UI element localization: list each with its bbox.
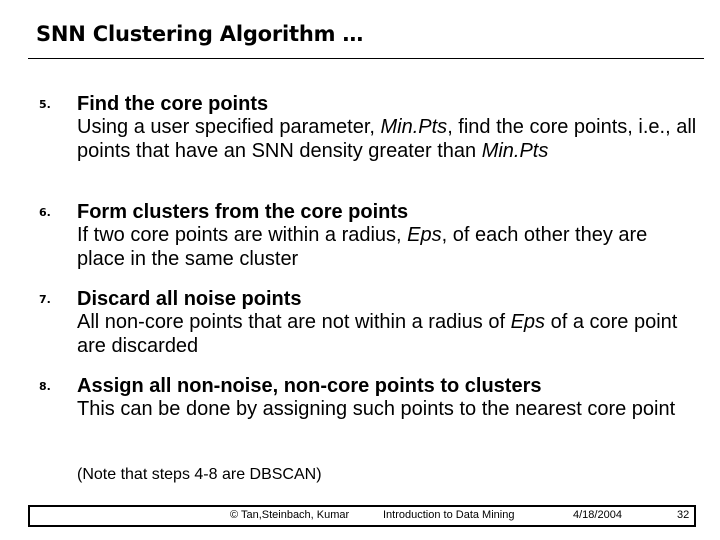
title-divider	[28, 58, 704, 59]
step-description	[77, 116, 697, 163]
step-number: 6.	[39, 206, 51, 219]
step-heading: Find the core points	[77, 93, 269, 115]
description-text: If two core points are within a radius,	[77, 224, 408, 246]
description-text: Using a user specified parameter,	[77, 116, 381, 138]
step-description	[77, 224, 697, 271]
step-heading: Form clusters from the core points	[77, 201, 409, 223]
step-number: 7.	[39, 293, 51, 306]
step-number: 8.	[39, 380, 51, 393]
parameter-name: Eps	[510, 311, 546, 333]
parameter-name: Eps	[407, 224, 442, 246]
description-text: , of each other they are place in the same cluster	[77, 224, 648, 270]
step-heading: Discard all noise points	[77, 288, 302, 310]
footer-page-number: 32	[677, 509, 690, 521]
description-text: This can be done by assigning such points to the nearest core point	[77, 398, 676, 420]
step-heading: Assign all non-noise, non-core points to clusters	[77, 375, 542, 397]
step-description	[77, 398, 697, 422]
description-text: of a core point are discarded	[77, 311, 678, 357]
parameter-name: Min.Pts	[380, 116, 448, 138]
footer-date: 4/18/2004	[573, 509, 622, 521]
step-number: 5.	[39, 98, 51, 111]
step-description	[77, 311, 697, 358]
description-text: All non-core points that are not within a radius of	[77, 311, 511, 333]
footer-course-title: Introduction to Data Mining	[383, 509, 515, 521]
dbscan-note: (Note that steps 4-8 are DBSCAN)	[77, 466, 322, 483]
parameter-name: Min.Pts	[481, 139, 549, 162]
slide-title: SNN Clustering Algorithm …	[36, 22, 364, 46]
description-text: , find the core points, i.e., all points that have an SNN density greater than	[77, 116, 697, 162]
slide-footer	[28, 505, 696, 527]
footer-copyright: © Tan,Steinbach, Kumar	[230, 509, 350, 521]
